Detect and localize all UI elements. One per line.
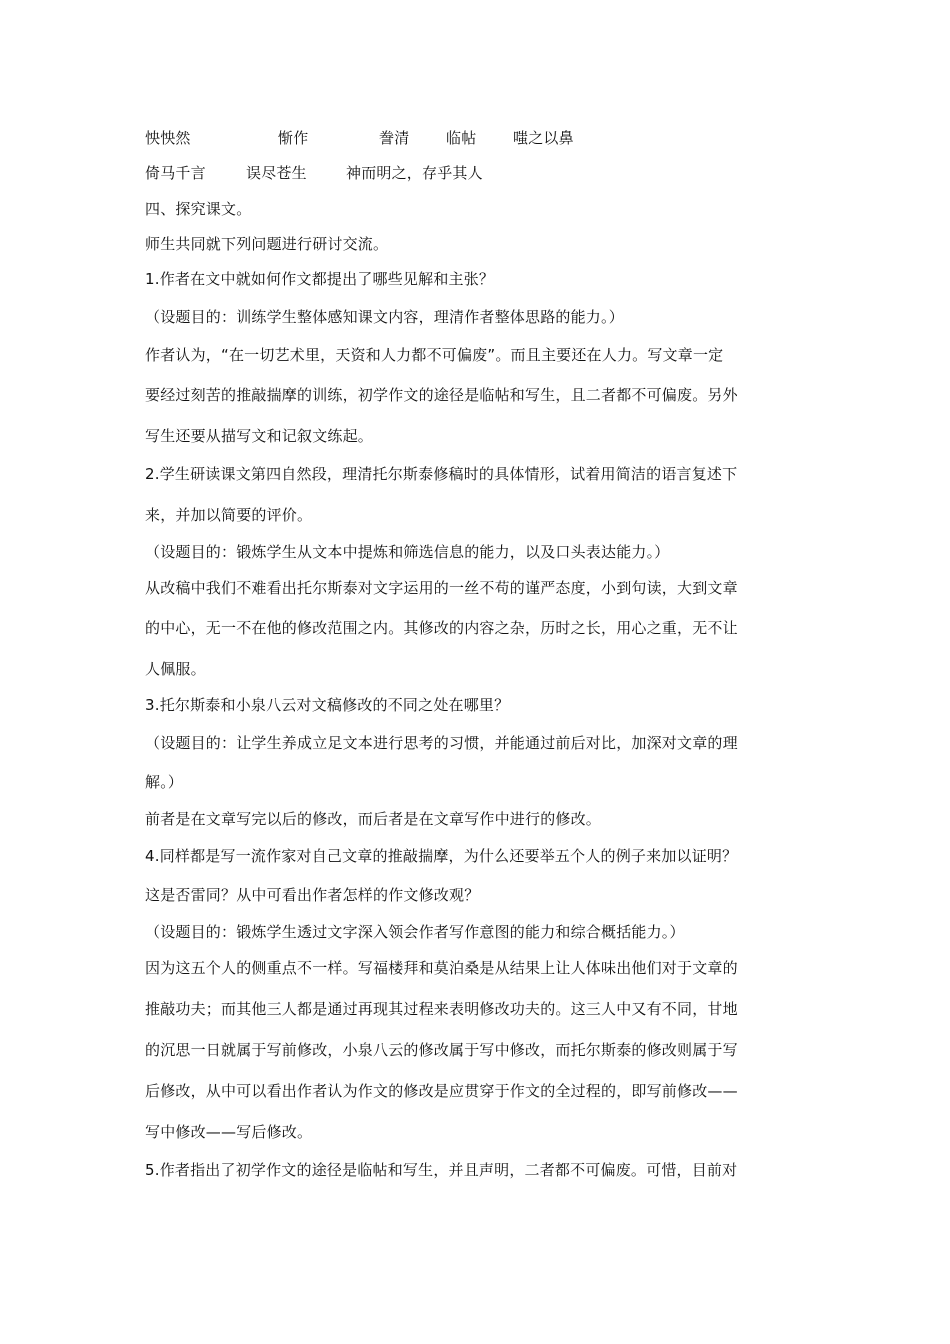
answer-line: 写中修改——写后修改。 [145, 1123, 313, 1141]
answer-line: 的中心，无一不在他的修改范围之内。其修改的内容之杂，历时之长，用心之重，无不让 [145, 619, 738, 637]
section-heading: 四、探究课文。 [145, 200, 252, 218]
answer-line: 从改稿中我们不难看出托尔斯泰对文字运用的一丝不苟的谨严态度，小到句读，大到文章 [145, 579, 738, 597]
answer-line: 作者认为，“在一切艺术里，天资和人力都不可偏废”。而且主要还在人力。写文章一定 [145, 346, 724, 364]
design-purpose-note: （设题目的：锻炼学生透过文字深入领会作者写作意图的能力和综合概括能力。） [145, 923, 685, 941]
question-1: 1.作者在文中就如何作文都提出了哪些见解和主张？ [145, 270, 495, 288]
answer-line: 要经过刻苦的推敲揣摩的训练，初学作文的途径是临帖和写生，且二者都不可偏废。另外 [145, 386, 738, 404]
vocab-word: 倚马千言 [145, 164, 206, 182]
question-2-cont: 来，并加以简要的评价。 [145, 506, 313, 524]
vocab-word: 誊清 [379, 129, 410, 147]
vocab-word: 怏怏然 [145, 129, 191, 147]
question-2: 2.学生研读课文第四自然段，理清托尔斯泰修稿时的具体情形，试着用简洁的语言复述下 [145, 465, 738, 483]
answer-line: 人佩服。 [145, 660, 206, 678]
design-purpose-note: （设题目的：训练学生整体感知课文内容，理清作者整体思路的能力。） [145, 308, 624, 326]
vocab-word: 临帖 [446, 129, 477, 147]
answer-line: 写生还要从描写文和记叙文练起。 [145, 427, 374, 445]
question-3: 3.托尔斯泰和小泉八云对文稿修改的不同之处在哪里？ [145, 696, 510, 714]
design-purpose-note: （设题目的：让学生养成立足文本进行思考的习惯，并能通过前后对比，加深对文章的理 [145, 734, 738, 752]
question-4-cont: 这是否雷同？从中可看出作者怎样的作文修改观？ [145, 886, 480, 904]
vocab-word: 嗤之以鼻 [513, 129, 574, 147]
answer-line: 后修改，从中可以看出作者认为作文的修改是应贯穿于作文的全过程的，即写前修改—— [145, 1082, 738, 1100]
answer-line: 因为这五个人的侧重点不一样。写福楼拜和莫泊桑是从结果上让人体味出他们对于文章的 [145, 959, 738, 977]
question-5: 5.作者指出了初学作文的途径是临帖和写生，并且声明，二者都不可偏废。可惜，目前对 [145, 1161, 738, 1179]
paragraph-line: 师生共同就下列问题进行研讨交流。 [145, 235, 389, 253]
vocab-word: 误尽苍生 [246, 164, 307, 182]
answer-line: 推敲功夫；而其他三人都是通过再现其过程来表明修改功夫的。这三人中又有不同，甘地 [145, 1000, 738, 1018]
answer-line: 前者是在文章写完以后的修改，而后者是在文章写作中进行的修改。 [145, 810, 602, 828]
question-4: 4.同样都是写一流作家对自己文章的推敲揣摩，为什么还要举五个人的例子来加以证明？ [145, 847, 738, 865]
vocab-word: 神而明之，存乎其人 [346, 164, 483, 182]
answer-line: 的沉思一日就属于写前修改，小泉八云的修改属于写中修改，而托尔斯泰的修改则属于写 [145, 1041, 738, 1059]
design-purpose-note: （设题目的：锻炼学生从文本中提炼和筛选信息的能力，以及口头表达能力。） [145, 543, 670, 561]
vocab-word: 惭作 [278, 129, 309, 147]
design-purpose-note-cont: 解。） [145, 773, 184, 791]
